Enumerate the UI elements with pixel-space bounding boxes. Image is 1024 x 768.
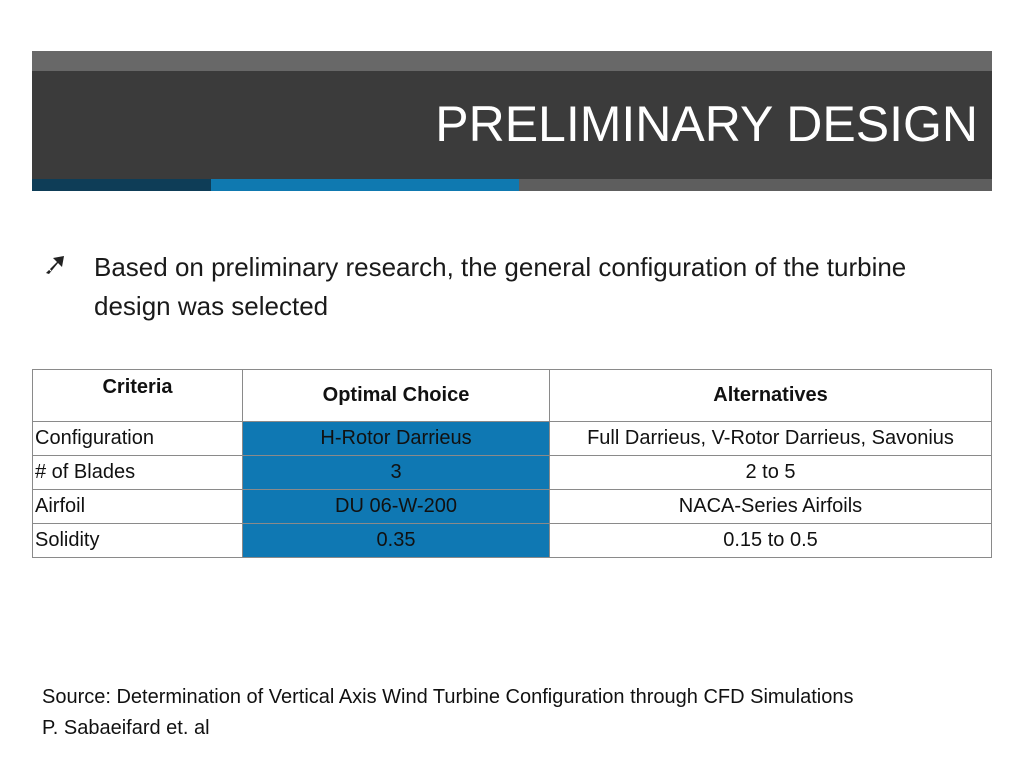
title-band — [32, 71, 992, 179]
source-line-1: Source: Determination of Vertical Axis Wind Turbine Configuration through CFD Simulations — [42, 686, 854, 708]
header-optimal-choice: Optimal Choice — [243, 370, 550, 422]
cell-criteria: Airfoil — [33, 490, 243, 524]
cell-optimal-choice: 3 — [243, 456, 550, 490]
table-row — [33, 422, 992, 456]
source-citation — [42, 682, 1012, 744]
accent-bar-dark — [32, 179, 211, 191]
arrow-up-right-icon — [44, 254, 66, 276]
cell-optimal-choice: 0.35 — [243, 524, 550, 558]
header-alternatives: Alternatives — [550, 370, 992, 422]
table-row — [33, 490, 992, 524]
table-row — [33, 524, 992, 558]
accent-bar-blue — [211, 179, 519, 191]
title-band-top-strip — [32, 51, 992, 71]
header-criteria: Criteria — [33, 370, 243, 422]
cell-alternatives: 2 to 5 — [550, 456, 992, 490]
cell-optimal-choice: H-Rotor Darrieus — [243, 422, 550, 456]
bullet-text: Based on preliminary research, the general configuration of the turbine design was selected — [94, 252, 907, 321]
cell-alternatives: 0.15 to 0.5 — [550, 524, 992, 558]
table-row — [33, 456, 992, 490]
cell-alternatives: Full Darrieus, V-Rotor Darrieus, Savonius — [550, 422, 992, 456]
cell-alternatives: NACA-Series Airfoils — [550, 490, 992, 524]
table-header-row — [33, 370, 992, 422]
cell-optimal-choice: DU 06-W-200 — [243, 490, 550, 524]
slide-title: PRELIMINARY DESIGN — [435, 96, 978, 152]
design-criteria-table — [32, 369, 992, 558]
cell-criteria: # of Blades — [33, 456, 243, 490]
cell-criteria: Solidity — [33, 524, 243, 558]
cell-criteria: Configuration — [33, 422, 243, 456]
source-line-2: P. Sabaeifard et. al — [42, 717, 210, 739]
accent-bar-gray — [519, 179, 992, 191]
